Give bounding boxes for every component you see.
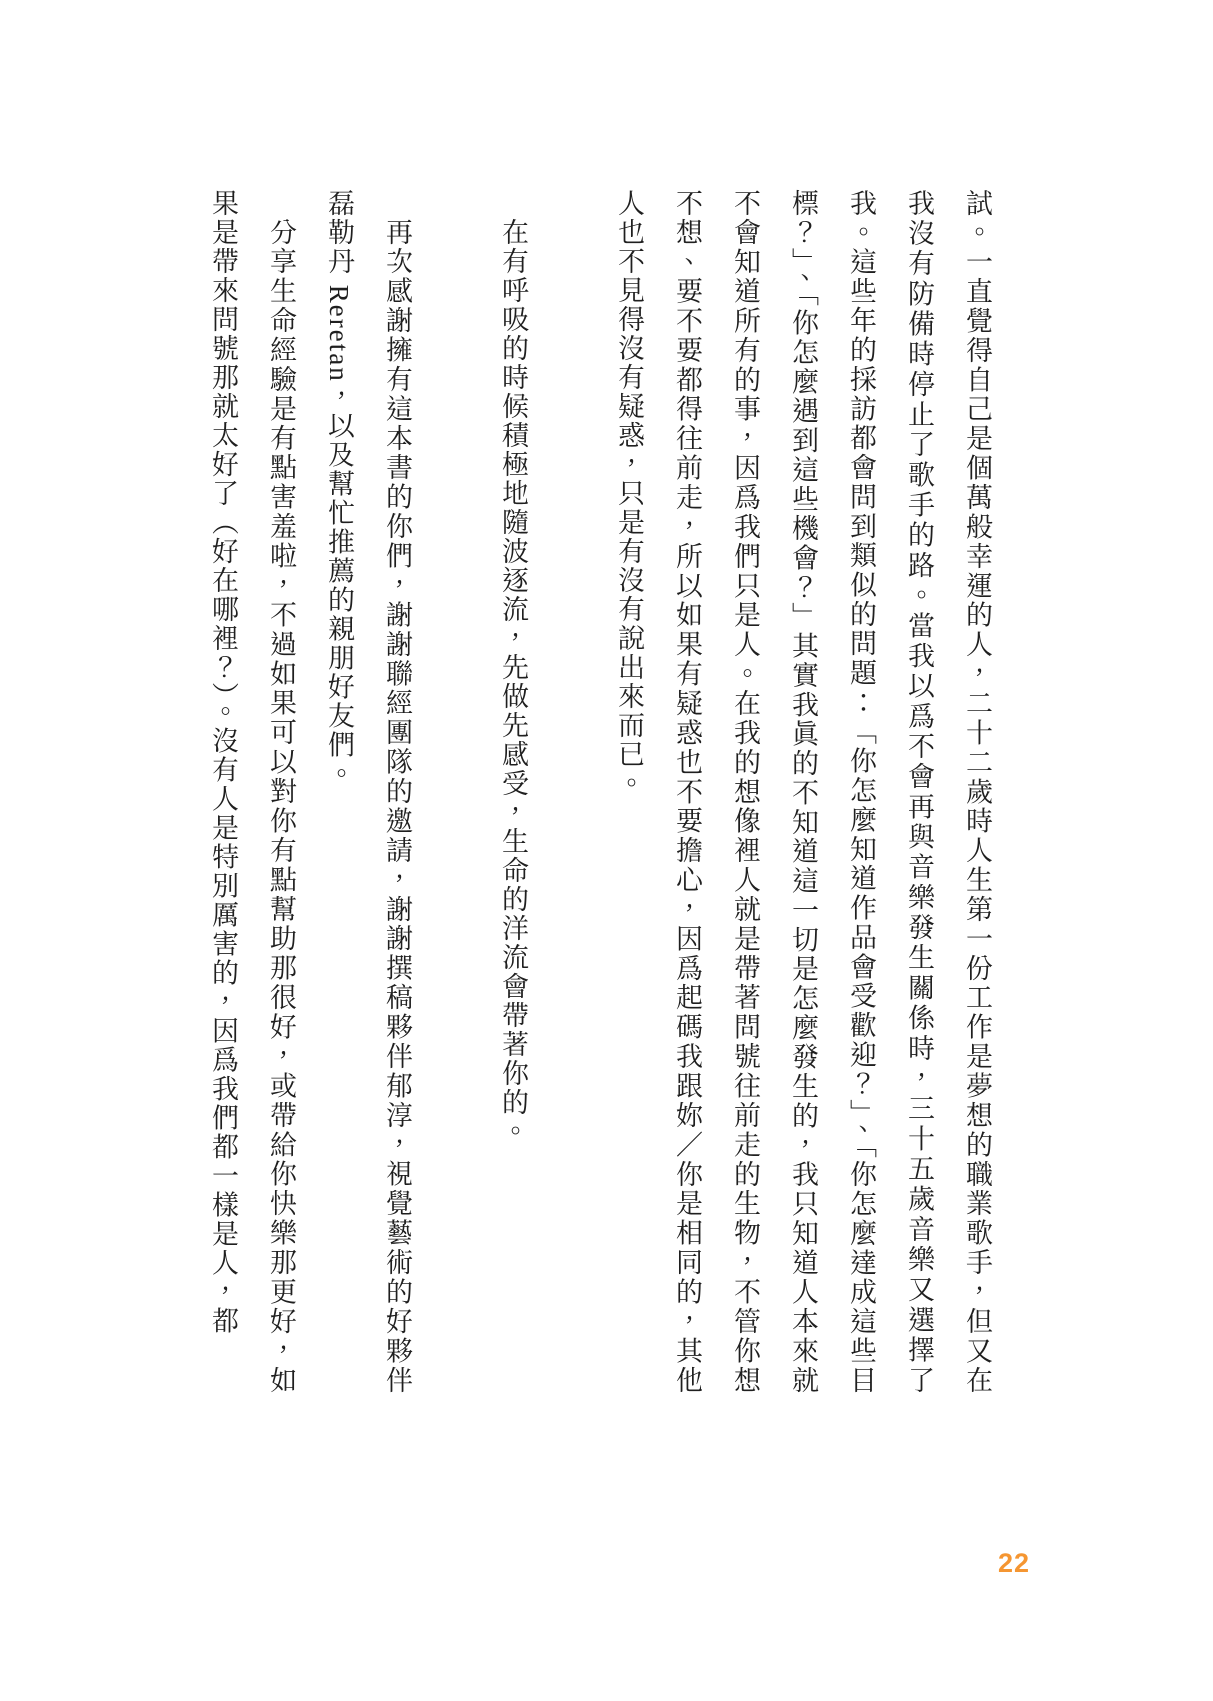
paragraph-p1: 試。一直覺得自己是個萬般幸運的人，二十二歲時人生第一份工作是夢想的職業歌手，但又在我沒有防備時停止了歌手的路。當我以爲不會再與音樂發生關係時，三十五歲音樂又選擇了我。這些年的採訪都會問到類似的問題：「你怎麼知道作品會受歡迎？」、「你怎麼達成這些目標？」、「你怎麼遇到這些機會？」其實我眞的不知道這一切是怎麼發生的，我只知道人本來就不會知道所有的事，因爲我們只是人。在我的想像裡人就是帶著問號往前走的生物，不管你想不想、要不要都得往前走，所以如果有疑惑也不要擔心，因爲起碼我跟妳／你是相同的，其他人也不見得沒有疑惑，只是有沒有說出來而已。 <box>614 189 992 1395</box>
paragraph-p3: 再次感謝擁有這本書的你們，謝謝聯經團隊的邀請，謝謝撰稿夥伴郁淳，視覺藝術的好夥伴磊勒丹 Reretan，以及幫忙推薦的親朋好友們。 <box>324 189 412 1395</box>
page-number: 22 <box>998 1548 1031 1578</box>
page-body-text <box>194 189 1006 1395</box>
paragraph-p4: 分享生命經驗是有點害羞啦，不過如果可以對你有點幫助那很好，或帶給你快樂那更好，如果是帶來問號那就太好了（好在哪裡？）。沒有人是特別厲害的，因爲我們都一樣是人，都 <box>208 189 296 1395</box>
paragraph-p2: 在有呼吸的時候積極地隨波逐流，先做先感受，生命的洋流會帶著你的。 <box>498 218 528 1146</box>
